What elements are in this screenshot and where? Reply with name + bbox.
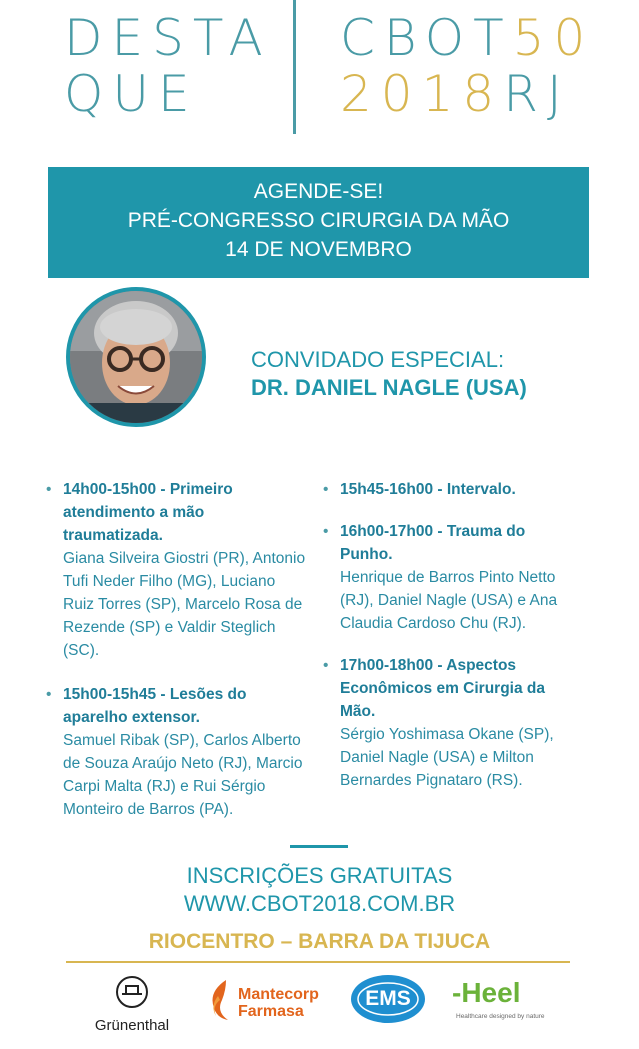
schedule-item: [323, 654, 581, 792]
schedule-item-speakers: Samuel Ribak (SP), Carlos Alberto de Souza Araújo Neto (RJ), Marcio Carpi Malta (RJ) e Rui Sérgio Monteiro de Barros (PA).: [63, 732, 303, 818]
registration-label: INSCRIÇÕES GRATUITAS: [186, 863, 453, 888]
guest-name: DR. DANIEL NAGLE (USA): [251, 375, 527, 400]
schedule-item-speakers: Sérgio Yoshimasa Okane (SP), Daniel Nagle (USA) e Milton Bernardes Pignataro (RS).: [340, 726, 554, 789]
cbot-line2: [340, 66, 571, 122]
header-divider: [293, 0, 296, 134]
bullet-icon: •: [323, 481, 329, 498]
bullet-icon: •: [323, 657, 329, 674]
mantecorp-line1: Mantecorp: [238, 986, 319, 1003]
schedule-item-title: 15h45-16h00 - Intervalo.: [340, 481, 516, 498]
mantecorp-line2: Farmasa: [238, 1003, 304, 1020]
schedule-item: [46, 683, 306, 821]
year-text: 2018: [340, 65, 504, 123]
banner-line3: 14 DE NOVEMBRO: [225, 238, 412, 261]
cbot-50: 50: [512, 9, 595, 67]
schedule-item-title: 17h00-18h00 - Aspectos Econômicos em Cirurgia da Mão.: [340, 657, 545, 720]
banner-line1: AGENDE-SE!: [253, 180, 384, 203]
schedule-item-title: 15h00-15h45 - Lesões do aparelho extensor.: [63, 686, 247, 726]
sponsor-mantecorp: [204, 978, 334, 1028]
destaque-line2: QUE: [64, 65, 199, 123]
heel-name: -Heel: [452, 977, 521, 1008]
heel-tagline: Healthcare designed by nature: [456, 1013, 545, 1020]
destaque-line1: DESTA: [64, 9, 272, 67]
event-banner: [48, 167, 589, 278]
venue-label: RIOCENTRO – BARRA DA TIJUCA: [148, 930, 491, 953]
section-divider: [290, 845, 348, 848]
schedule-item: [46, 478, 306, 662]
schedule-item: [323, 520, 581, 635]
special-guest: [251, 346, 527, 402]
gold-divider: [66, 961, 570, 963]
schedule-left-column: [46, 478, 306, 821]
schedule-right-column: [323, 478, 581, 792]
mantecorp-flame-icon: [204, 978, 234, 1022]
schedule-item-speakers: Giana Silveira Giostri (PR), Antonio Tufi Neder Filho (MG), Luciano Ruiz Torres (SP), Marcelo Rosa de Rezende (SP) e Valdir Steglich (SC).: [63, 550, 306, 659]
cbot-line1: [340, 10, 594, 66]
cbot-text: CBOT: [340, 9, 513, 67]
bullet-icon: •: [46, 481, 52, 498]
rj-text: RJ: [503, 65, 571, 123]
guest-label: CONVIDADO ESPECIAL:: [251, 347, 505, 372]
bullet-icon: •: [46, 686, 52, 703]
schedule-item-title: 16h00-17h00 - Trauma do Punho.: [340, 523, 526, 563]
registration-link[interactable]: WWW.CBOT2018.COM.BR: [183, 891, 456, 916]
ems-name: EMS: [365, 987, 411, 1010]
guest-portrait-icon: [70, 291, 202, 423]
sponsor-ems: [350, 974, 426, 1024]
schedule-item-speakers: Henrique de Barros Pinto Netto (RJ), Daniel Nagle (USA) e Ana Claudia Cardoso Chu (RJ).: [340, 569, 558, 632]
bullet-icon: •: [323, 523, 329, 540]
sponsor-heel: [452, 978, 562, 1028]
grunenthal-logo-icon: [84, 972, 180, 1012]
guest-photo: [66, 287, 206, 427]
header: [0, 0, 639, 140]
schedule-item-title: 14h00-15h00 - Primeiro atendimento a mão traumatizada.: [63, 481, 233, 544]
grunenthal-name: Grünenthal: [94, 1017, 170, 1034]
sponsor-grunenthal: [84, 972, 180, 1032]
schedule-item: [323, 478, 581, 501]
banner-line2: PRÉ-CONGRESSO CIRURGIA DA MÃO: [127, 209, 510, 232]
